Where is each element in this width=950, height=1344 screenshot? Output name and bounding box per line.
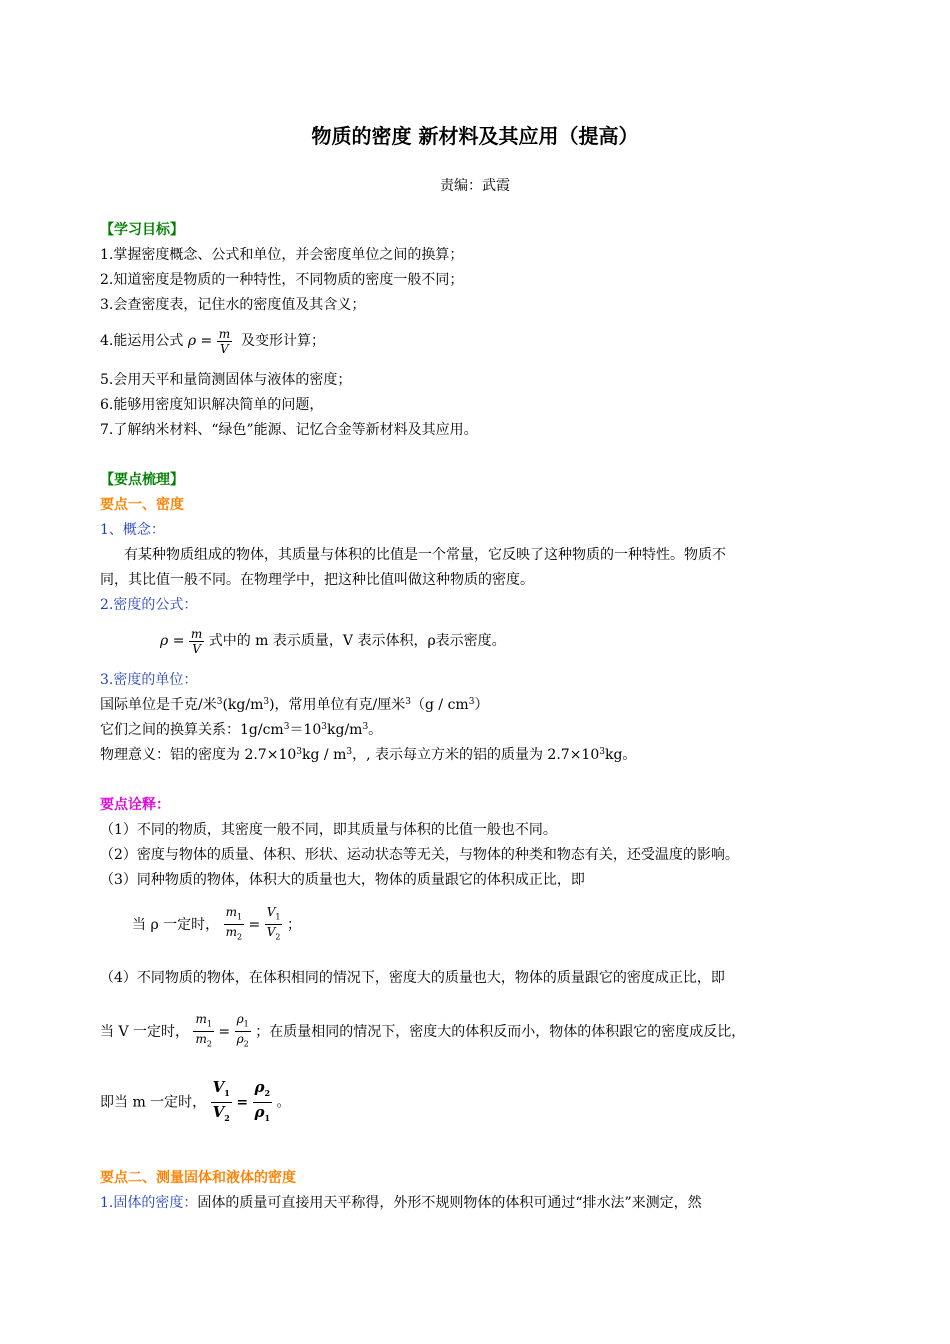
formula-description: 式中的 m 表示质量，V 表示体积，ρ表示密度。 (208, 633, 506, 649)
sub-heading: 1、概念： (100, 522, 165, 538)
density-ratio-fraction (253, 1078, 273, 1127)
text: 当 V 一定时， (100, 1023, 190, 1040)
subscript: 2 (206, 1039, 212, 1049)
numerator: m (190, 626, 203, 641)
rho-symbol: ρ (187, 333, 197, 349)
volume-ratio-fraction (265, 905, 283, 945)
superscript: 3 (362, 722, 369, 732)
goal-item: 1.掌握密度概念、公式和单位，并会密度单位之间的换算； (100, 247, 464, 263)
density-ratio-fraction (235, 1012, 251, 1052)
text: kg。 (604, 747, 637, 763)
subscript: 1 (243, 1019, 249, 1029)
note-line: （1）不同的物质，其密度一般不同，即其质量与体积的比值一般也不同。 (100, 822, 557, 838)
var: ρ (254, 1078, 265, 1096)
numerator (265, 905, 283, 924)
section-heading: 要点二、测量固体和液体的密度 (100, 1170, 296, 1186)
superscript: 3 (296, 747, 302, 757)
text: ＝10 (289, 722, 322, 738)
equals-sign: = (172, 633, 185, 649)
note-formula-line (100, 1078, 291, 1127)
subscript: 1 (236, 912, 243, 922)
goal-item: 7.了解纳米材料、“绿色”能源、记忆合金等新材料及其应用。 (100, 422, 478, 438)
goals-heading: 【学习目标】 (100, 222, 184, 238)
note-formula-line (100, 1012, 745, 1052)
note-line: （4）不同物质的物体，在体积相同的情况下，密度大的质量也大，物体的质量跟它的密度成正比，即 (100, 970, 725, 986)
note-line: （3）同种物质的物体，体积大的质量也大，物体的质量跟它的体积成正比，即 (100, 872, 585, 888)
goal-item-formula (100, 326, 325, 356)
paragraph-line (100, 1193, 702, 1213)
subscript: 1 (275, 912, 281, 922)
denominator (253, 1102, 273, 1127)
subscript: 2 (224, 1113, 230, 1123)
goal-item: 2.知道密度是物质的一种特性，不同物质的密度一般不同； (100, 272, 464, 288)
text: 。 (276, 1094, 291, 1111)
goal-item: 5.会用天平和量筒测固体与液体的密度； (100, 372, 352, 388)
density-fraction (189, 627, 204, 656)
denominator (193, 1031, 213, 1051)
numerator: m (218, 326, 231, 341)
text: （g / cm (411, 697, 469, 713)
numerator (211, 1078, 232, 1102)
unit-line (100, 695, 488, 715)
numerator (253, 1078, 273, 1102)
subscript: 1 (264, 1113, 271, 1123)
text: 当 ρ 一定时， (132, 916, 220, 933)
superscript: 3 (405, 697, 412, 707)
equals-sign: = (200, 333, 213, 349)
goal-item: 6.能够用密度知识解决简单的问题， (100, 397, 324, 413)
note-formula-line (132, 905, 301, 945)
denominator (211, 1102, 232, 1127)
page-title: 物质的密度 新材料及其应用（提高） (311, 124, 639, 148)
superscript: 3 (346, 747, 353, 757)
text: )，常用单位有克/厘米 (269, 697, 406, 713)
superscript: 3 (599, 747, 605, 757)
formula-line (160, 626, 506, 656)
var: ρ (254, 1103, 265, 1121)
equals-sign: = (248, 916, 261, 933)
text: 。 (368, 722, 383, 738)
subscript: 1 (224, 1088, 230, 1098)
author-line: 责编：武霞 (440, 178, 510, 194)
goal-item: 3.会查密度表，记住水的密度值及其含义； (100, 297, 366, 313)
superscript: 3 (468, 697, 475, 707)
sub-heading: 3.密度的单位： (100, 672, 198, 688)
superscript: 3 (321, 722, 327, 732)
var: V (212, 1103, 225, 1121)
goal-text: 及变形计算； (240, 333, 325, 349)
text: ；在质量相同的情况下，密度大的体积反而小，物体的体积跟它的密度成反比， (255, 1023, 746, 1040)
numerator (224, 905, 244, 924)
section-heading: 要点一、密度 (100, 497, 184, 513)
numerator (235, 1012, 251, 1031)
text: 物理意义：铝的密度为 2.7×10 (100, 747, 297, 763)
var: ρ (236, 1012, 244, 1026)
var: m (225, 905, 237, 919)
paragraph-line: 有某种物质组成的物体，其质量与体积的比值是一个常量，它反映了这种物质的一种特性。物质不 (124, 547, 726, 563)
text: (kg/m (222, 697, 264, 713)
superscript: 3 (283, 722, 290, 732)
note-line: （2）密度与物体的质量、体积、形状、运动状态等无关，与物体的种类和物态有关，还受温度的影响。 (100, 847, 739, 863)
points-heading: 【要点梳理】 (100, 472, 184, 488)
var: m (195, 1012, 207, 1026)
equals-sign: = (218, 1023, 231, 1040)
notes-heading: 要点诠释： (100, 797, 170, 813)
text: 即当 m 一定时， (100, 1094, 207, 1111)
text: ； (286, 916, 301, 933)
sub-heading: 2.密度的公式： (100, 597, 198, 613)
text: ） (474, 697, 489, 713)
denominator (265, 924, 283, 944)
superscript: 3 (263, 697, 270, 707)
var: V (266, 925, 276, 940)
sub-heading: 1.固体的密度： (100, 1195, 198, 1211)
text: 国际单位是千克/米 (100, 697, 217, 713)
text: 它们之间的换算关系：1g/cm (100, 722, 284, 738)
numerator (193, 1012, 213, 1031)
var: V (212, 1078, 225, 1096)
subscript: 2 (264, 1088, 271, 1098)
mass-ratio-fraction (224, 905, 244, 945)
rho-symbol: ρ (160, 633, 169, 649)
var: m (225, 925, 237, 940)
text: ，, 表示每立方米的铝的质量为 2.7×10 (352, 747, 600, 763)
text: kg / m (302, 747, 347, 763)
subscript: 1 (206, 1019, 212, 1029)
conversion-line (100, 720, 382, 740)
subscript: 2 (243, 1039, 249, 1049)
var: m (195, 1032, 207, 1047)
volume-ratio-fraction (211, 1078, 232, 1127)
denominator: V (189, 641, 204, 656)
text: 固体的质量可直接用天平称得，外形不规则物体的体积可通过“排水法”来测定，然 (197, 1195, 702, 1211)
meaning-line (100, 745, 636, 765)
denominator: V (217, 341, 232, 356)
var: V (266, 905, 276, 919)
paragraph-line: 同，其比值一般不同。在物理学中，把这种比值叫做这种物质的密度。 (100, 572, 534, 588)
denominator (224, 924, 244, 944)
mass-ratio-fraction (193, 1012, 213, 1052)
equals-sign: = (236, 1094, 249, 1111)
superscript: 3 (216, 697, 223, 707)
density-fraction (217, 327, 232, 356)
var: ρ (236, 1032, 244, 1047)
subscript: 2 (275, 932, 281, 942)
text: kg/m (327, 722, 363, 738)
denominator (235, 1031, 251, 1051)
subscript: 2 (236, 932, 243, 942)
goal-text: 4.能运用公式 (100, 333, 184, 349)
